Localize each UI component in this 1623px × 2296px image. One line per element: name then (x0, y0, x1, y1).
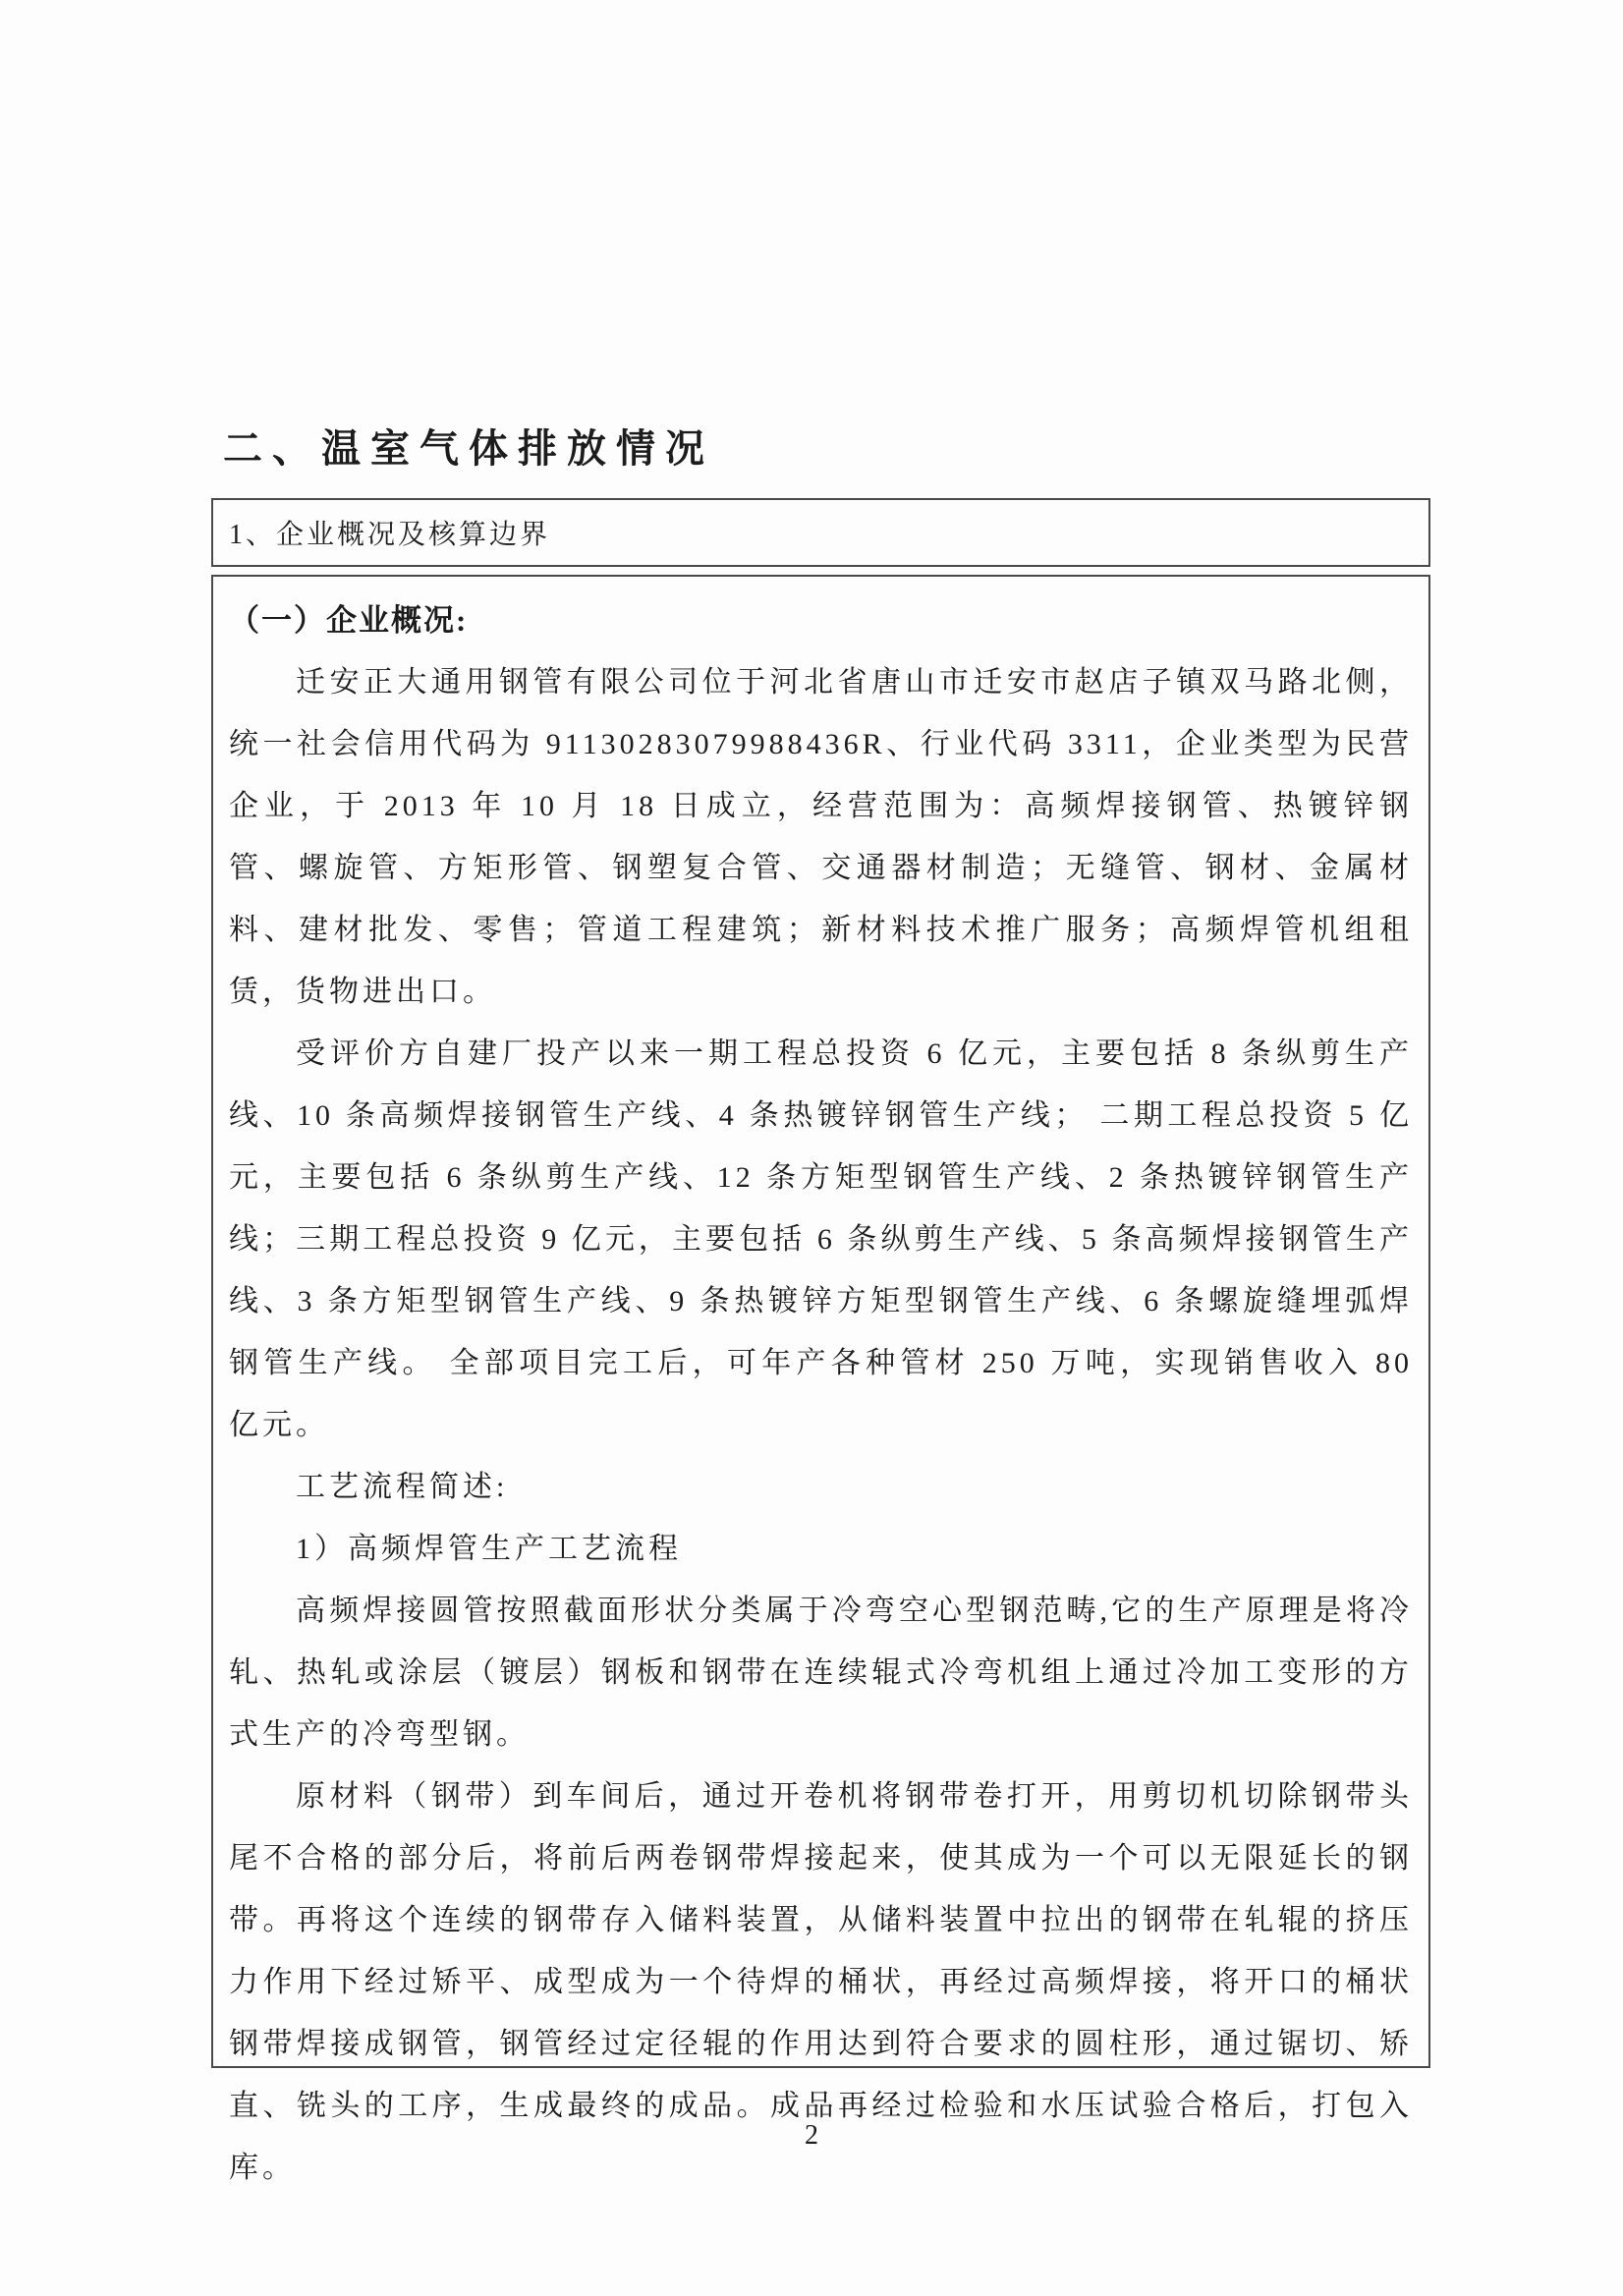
section-header-box (211, 498, 1430, 567)
paragraph-raw-material-process: 原材料（钢带）到车间后，通过开卷机将钢带卷打开，用剪切机切除钢带头尾不合格的部分后，将前后两卷钢带焊接起来，使其成为一个可以无限延长的钢带。再将这个连续的钢带存入储料装置，从储料装置中拉出的钢带在轧辊的挤压力作用下经过矫平、成型成为一个待焊的桶状，再经过高频焊接，将开口的桶状钢带焊接成钢管，钢管经过定径辊的作用达到符合要求的圆柱形，通过锯切、矫直、铣头的工序，生成最终的成品。成品再经过检验和水压试验合格后，打包入库。 (229, 1780, 1413, 2184)
paragraph-hf-welded-pipe-principle: 高频焊接圆管按照截面形状分类属于冷弯空心型钢范畴,它的生产原理是将冷轧、热轧或涂层（镀层）钢板和钢带在连续辊式冷弯机组上通过冷加工变形的方式生产的冷弯型钢。 (229, 1595, 1413, 1751)
content-box (211, 575, 1430, 2184)
page-title: 二、温室气体排放情况 (223, 426, 714, 471)
subsection-heading: （一）企业概况: (229, 603, 469, 638)
section-header-label: 1、企业概况及核算边界 (229, 520, 551, 550)
paragraph-company-overview: 迁安正大通用钢管有限公司位于河北省唐山市迁安市赵店子镇双马路北侧，统一社会信用代码为 91130283079988436R、行业代码 3311，企业类型为民营企业，于 2013 年 10 月 18 日成立，经营范围为：高频焊接钢管、热镀锌钢管、螺旋管、方矩形管、钢塑复合管、交通器材制造；无缝管、钢材、金属材料、建材批发、零售；管道工程建筑；新材料技术推广服务；高频焊管机组租赁，货物进出口。 (229, 666, 1413, 1008)
paragraph-investment-phases: 受评价方自建厂投产以来一期工程总投资 6 亿元，主要包括 8 条纵剪生产线、10 条高频焊接钢管生产线、4 条热镀锌钢管生产线； 二期工程总投资 5 亿元，主要包括 6 条纵剪生产线、12 条方矩型钢管生产线、2 条热镀锌钢管生产线；三期工程总投资 9 亿元，主要包括 6 条纵剪生产线、5 条高频焊接钢管生产线、3 条方矩型钢管生产线、9 条热镀锌方矩型钢管生产线、6 条螺旋缝埋弧焊钢管生产线。 全部项目完工后，可年产各种管材 250 万吨，实现销售收入 80 亿元。 (229, 1037, 1413, 1441)
page-number: 2 (805, 2120, 818, 2151)
paragraph-process-item-1: 1）高频焊管生产工艺流程 (296, 1533, 682, 1565)
paragraph-process-summary-label: 工艺流程简述: (296, 1471, 509, 1503)
